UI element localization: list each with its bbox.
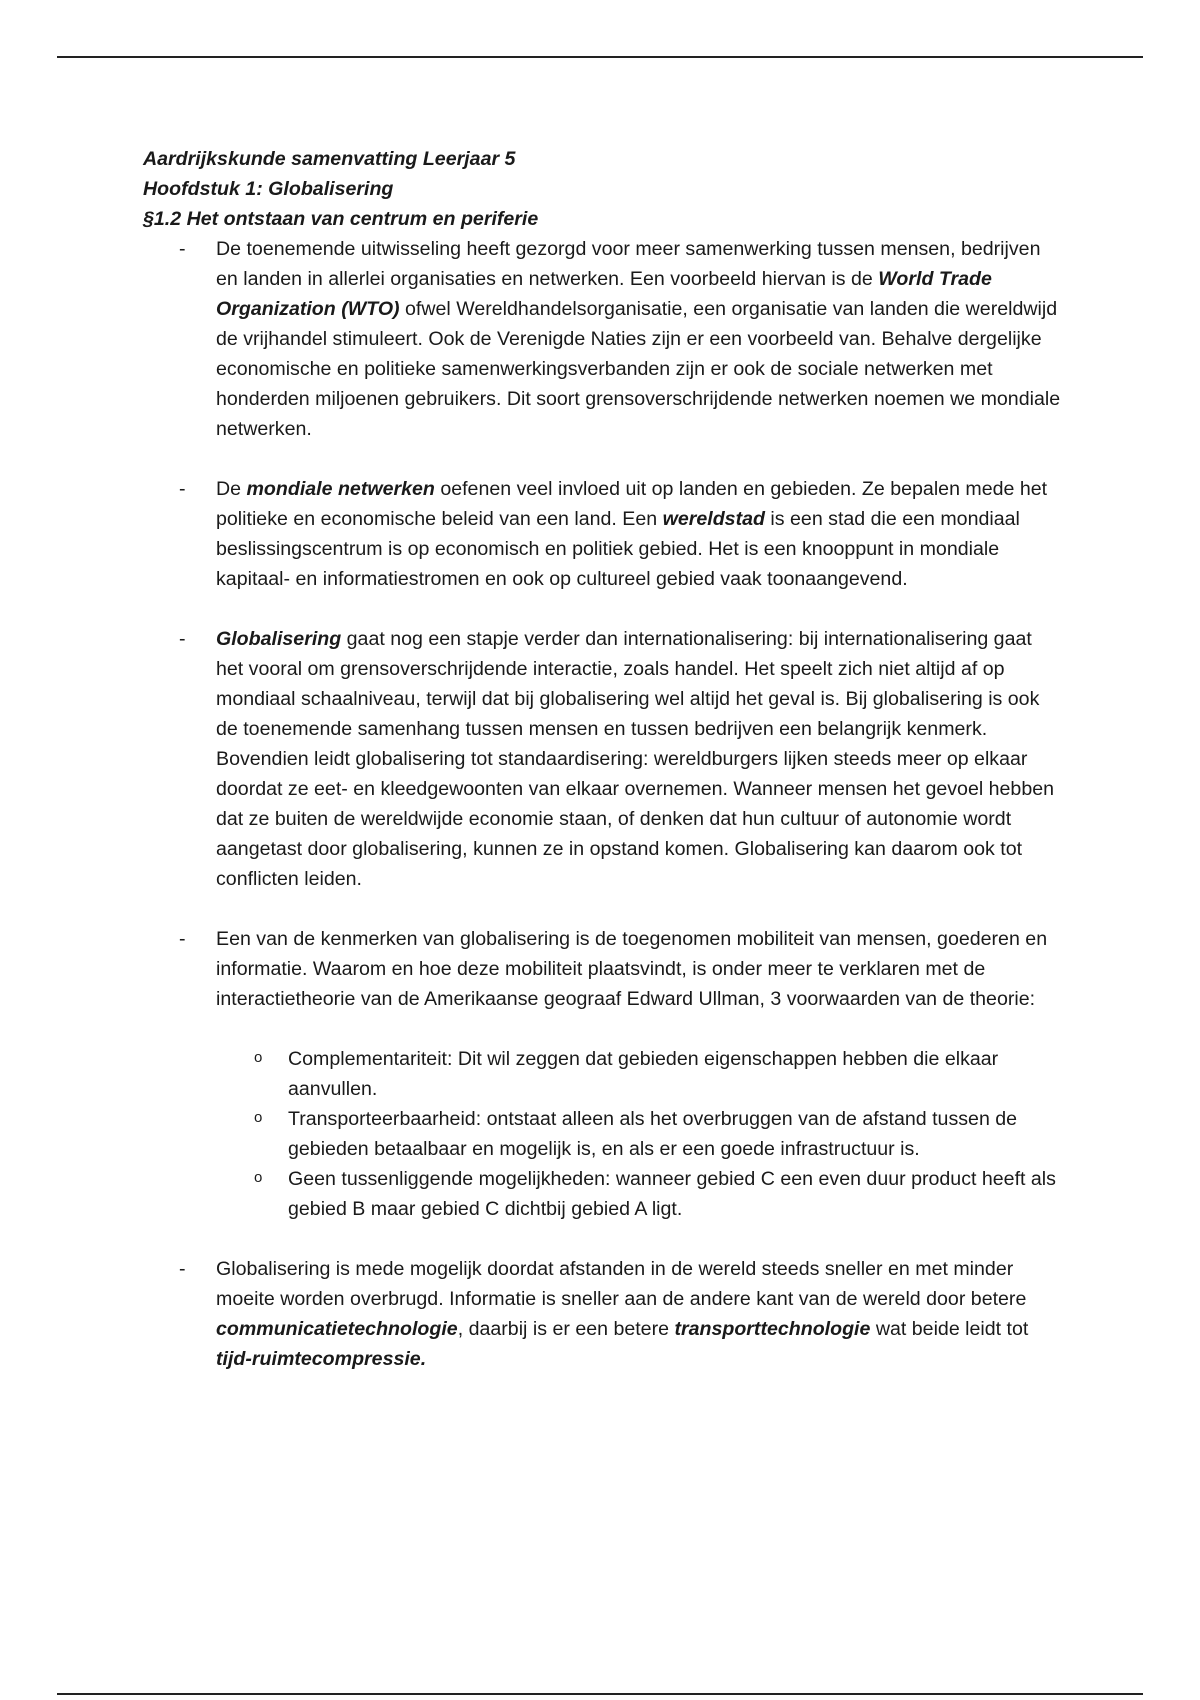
top-rule	[57, 56, 1143, 58]
term-transporttechnologie: transporttechnologie	[674, 1318, 871, 1340]
sub-list	[216, 1044, 1063, 1224]
term-communicatietechnologie: communicatietechnologie	[216, 1318, 458, 1340]
section-title: §1.2 Het ontstaan van centrum en periferie	[143, 208, 539, 230]
term-mondiale-netwerken: mondiale netwerken	[246, 478, 435, 500]
sub-list-item: o Geen tussenliggende mogelijkheden: wanneer gebied C een even duur product heeft als gebied B maar gebied C dichtbij gebied A ligt.	[216, 1164, 1063, 1224]
bullet-list	[143, 234, 1063, 1374]
sub-list-item: o Transporteerbaarheid: ontstaat alleen als het overbruggen van de afstand tussen de gebieden betaalbaar en mogelijk is, en als er een goede infrastructuur is.	[216, 1104, 1063, 1164]
document-title: Aardrijkskunde samenvatting Leerjaar 5	[143, 148, 516, 170]
list-item: - De toenemende uitwisseling heeft gezorgd voor meer samenwerking tussen mensen, bedrijven en landen in allerlei organisaties en netwerken. Een voorbeeld hiervan is de World Trade Organization (WTO) ofwel Wereldhandelsorganisatie, een organisatie van landen die wereldwijd de vrijhandel stimuleert. Ook de Verenigde Naties zijn er een voorbeeld van. Behalve dergelijke economische en politieke samenwerkingsverbanden zijn er ook de sociale netwerken met honderden miljoenen gebruikers. Dit soort grensoverschrijdende netwerken noemen we mondiale netwerken.	[143, 234, 1063, 444]
bottom-rule	[57, 1693, 1143, 1695]
term-wereldstad: wereldstad	[662, 508, 765, 530]
term-globalisering: Globalisering	[216, 628, 342, 650]
sub-list-item: o Complementariteit: Dit wil zeggen dat gebieden eigenschappen hebben die elkaar aanvullen.	[216, 1044, 1063, 1104]
term-tijd-ruimtecompressie: tijd-ruimtecompressie.	[216, 1348, 427, 1370]
list-item: - Globalisering gaat nog een stapje verder dan internationalisering: bij internationalisering gaat het vooral om grensoverschrijdende interactie, zoals handel. Het speelt zich niet altijd af op mondiaal schaalniveau, terwijl dat bij globalisering wel altijd het geval is. Bij globalisering is ook de toenemende samenhang tussen mensen en tussen bedrijven een belangrijk kenmerk. Bovendien leidt globalisering tot standaardisering: wereldburgers lijken steeds meer op elkaar doordat ze eet- en kleedgewoonten van elkaar overnemen. Wanneer mensen het gevoel hebben dat ze buiten de wereldwijde economie staan, of denken dat hun cultuur of autonomie wordt aangetast door globalisering, kunnen ze in opstand komen. Globalisering kan daarom ook tot conflicten leiden.	[143, 624, 1063, 894]
list-item: - Globalisering is mede mogelijk doordat afstanden in de wereld steeds sneller en met minder moeite worden overbrugd. Informatie is sneller aan de andere kant van de wereld door betere communicatietechnologie, daarbij is er een betere transporttechnologie wat beide leidt tot tijd-ruimtecompressie.	[143, 1254, 1063, 1374]
document-body	[143, 144, 1063, 1404]
chapter-title: Hoofdstuk 1: Globalisering	[143, 178, 394, 200]
list-item: - De mondiale netwerken oefenen veel invloed uit op landen en gebieden. Ze bepalen mede het politieke en economische beleid van een land. Een wereldstad is een stad die een mondiaal beslissingscentrum is op economisch en politiek gebied. Het is een knooppunt in mondiale kapitaal- en informatiestromen en ook op cultureel gebied vaak toonaangevend.	[143, 474, 1063, 594]
list-item: - Een van de kenmerken van globalisering is de toegenomen mobiliteit van mensen, goederen en informatie. Waarom en hoe deze mobiliteit plaatsvindt, is onder meer te verklaren met de interactietheorie van de Amerikaanse geograaf Edward Ullman, 3 voorwaarden van de theorie: o Complementariteit: Dit wil zeggen dat gebieden eigenschappen hebben die elkaar aanvullen. o Transporteerbaarheid: ontstaat alleen als het overbruggen van de afstand tussen de gebieden betaalbaar en mogelijk is, en als er een goede infrastructuur is. o Geen tussenliggende mogelijkheden: wanneer gebied C een even duur product heeft als gebied B maar gebied C dichtbij gebied A ligt.	[143, 924, 1063, 1224]
term-wto: World Trade Organization (WTO)	[216, 268, 992, 320]
